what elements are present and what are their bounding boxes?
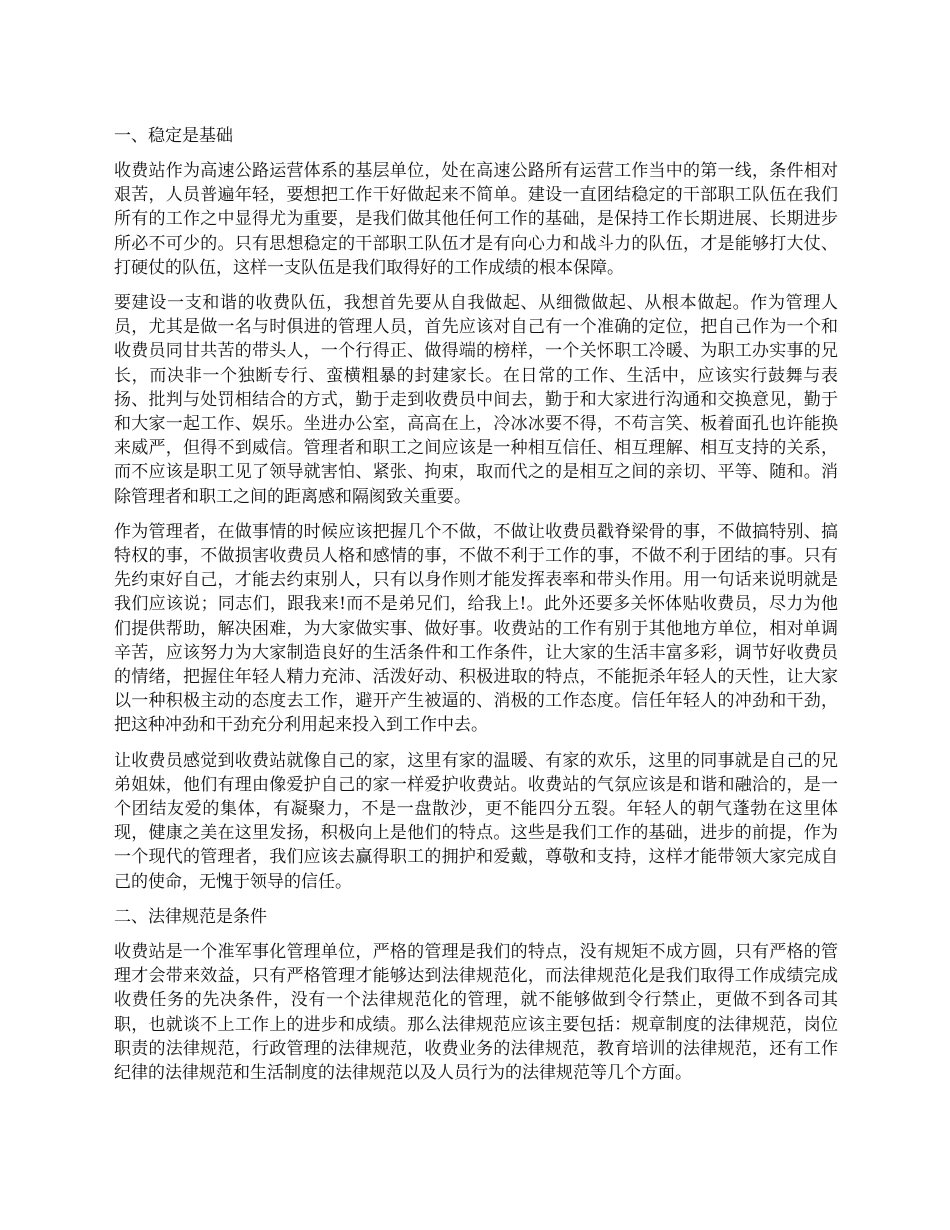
section-heading: 二、法律规范是条件 [114,906,267,927]
paragraph: 收费站作为高速公路运营体系的基层单位，处在高速公路所有运营工作当中的第一线，条件相对艰苦，人员普遍年轻，要想把工作干好做起来不简单。建设一直团结稳定的干部职工队伍在我们所有的工作之中显得尤为重要，是我们做其他任何工作的基础，是保持工作长期进展、长期进步所必不可少的。只有思想稳定的干部职工队伍才是有向心力和战斗力的队伍，才是能够打大仗、打硬仗的队伍，这样一支队伍是我们取得好的工作成绩的根本保障。 [114,161,838,278]
paragraph: 要建设一支和谐的收费队伍，我想首先要从自我做起、从细微做起、从根本做起。作为管理人员，尤其是做一名与时俱进的管理人员，首先应该对自己有一个准确的定位，把自己作为一个和收费员同甘共苦的带头人，一个行得正、做得端的榜样，一个关怀职工冷暖、为职工办实事的兄长，而决非一个独断专行、蛮横粗暴的封建家长。在日常的工作、生活中，应该实行鼓舞与表扬、批判与处罚相结合的方式，勤于走到收费员中间去，勤于和大家进行沟通和交换意见，勤于和大家一起工作、娱乐。坐进办公室，高高在上，冷冰冰要不得，不苟言笑、板着面孔也许能换来威严，但得不到威信。管理者和职工之间应该是一种相互信任、相互理解、相互支持的关系，而不应该是职工见了领导就害怕、紧张、拘束，取而代之的是相互之间的亲切、平等、随和。消除管理者和职工之间的距离感和隔阂致关重要。 [114,293,838,507]
paragraph: 收费站是一个准军事化管理单位，严格的管理是我们的特点，没有规矩不成方圆，只有严格的管理才会带来效益，只有严格管理才能够达到法律规范化，而法律规范化是我们取得工作成绩完成收费任务的先决条件，没有一个法律规范化的管理，就不能够做到令行禁止，更做不到各司其职，也就谈不上工作上的进步和成绩。那么法律规范应该主要包括：规章制度的法律规范，岗位职责的法律规范，行政管理的法律规范，收费业务的法律规范，教育培训的法律规范，还有工作纪律的法律规范和生活制度的法律规范以及人员行为的法律规范等几个方面。 [114,941,838,1083]
paragraph: 作为管理者，在做事情的时候应该把握几个不做，不做让收费员戳脊梁骨的事，不做搞特别、搞特权的事，不做损害收费员人格和感情的事，不做不利于工作的事，不做不利于团结的事。只有先约束好自己，才能去约束别人，只有以身作则才能发挥表率和带头作用。用一句话来说明就是我们应该说；同志们，跟我来!而不是弟兄们，给我上!。此外还要多关怀体贴收费员，尽力为他们提供帮助，解决困难，为大家做实事、做好事。收费站的工作有别于其他地方单位，相对单调辛苦，应该努力为大家制造良好的生活条件和工作条件，让大家的生活丰富多彩，调节好收费员的情绪，把握住年轻人精力充沛、活泼好动、积极进取的特点，不能扼杀年轻人的天性，让大家以一种积极主动的态度去工作，避开产生被逼的、消极的工作态度。信任年轻人的冲劲和干劲，把这种冲劲和干劲充分利用起来投入到工作中去。 [114,521,838,736]
paragraph: 让收费员感觉到收费站就像自己的家，这里有家的温暖、有家的欢乐，这里的同事就是自己的兄弟姐妹，他们有理由像爱护自己的家一样爱护收费站。收费站的气氛应该是和谐和融洽的，是一个团结友爱的集体，有凝聚力，不是一盘散沙，更不能四分五裂。年轻人的朝气蓬勃在这里体现，健康之美在这里发扬，积极向上是他们的特点。这些是我们工作的基础，进步的前提，作为一个现代的管理者，我们应该去赢得职工的拥护和爱戴，尊敬和支持，这样才能带领大家完成自己的使命，无愧于领导的信任。 [114,750,838,892]
document-body [114,124,838,1096]
section-heading: 一、稳定是基础 [114,126,233,146]
